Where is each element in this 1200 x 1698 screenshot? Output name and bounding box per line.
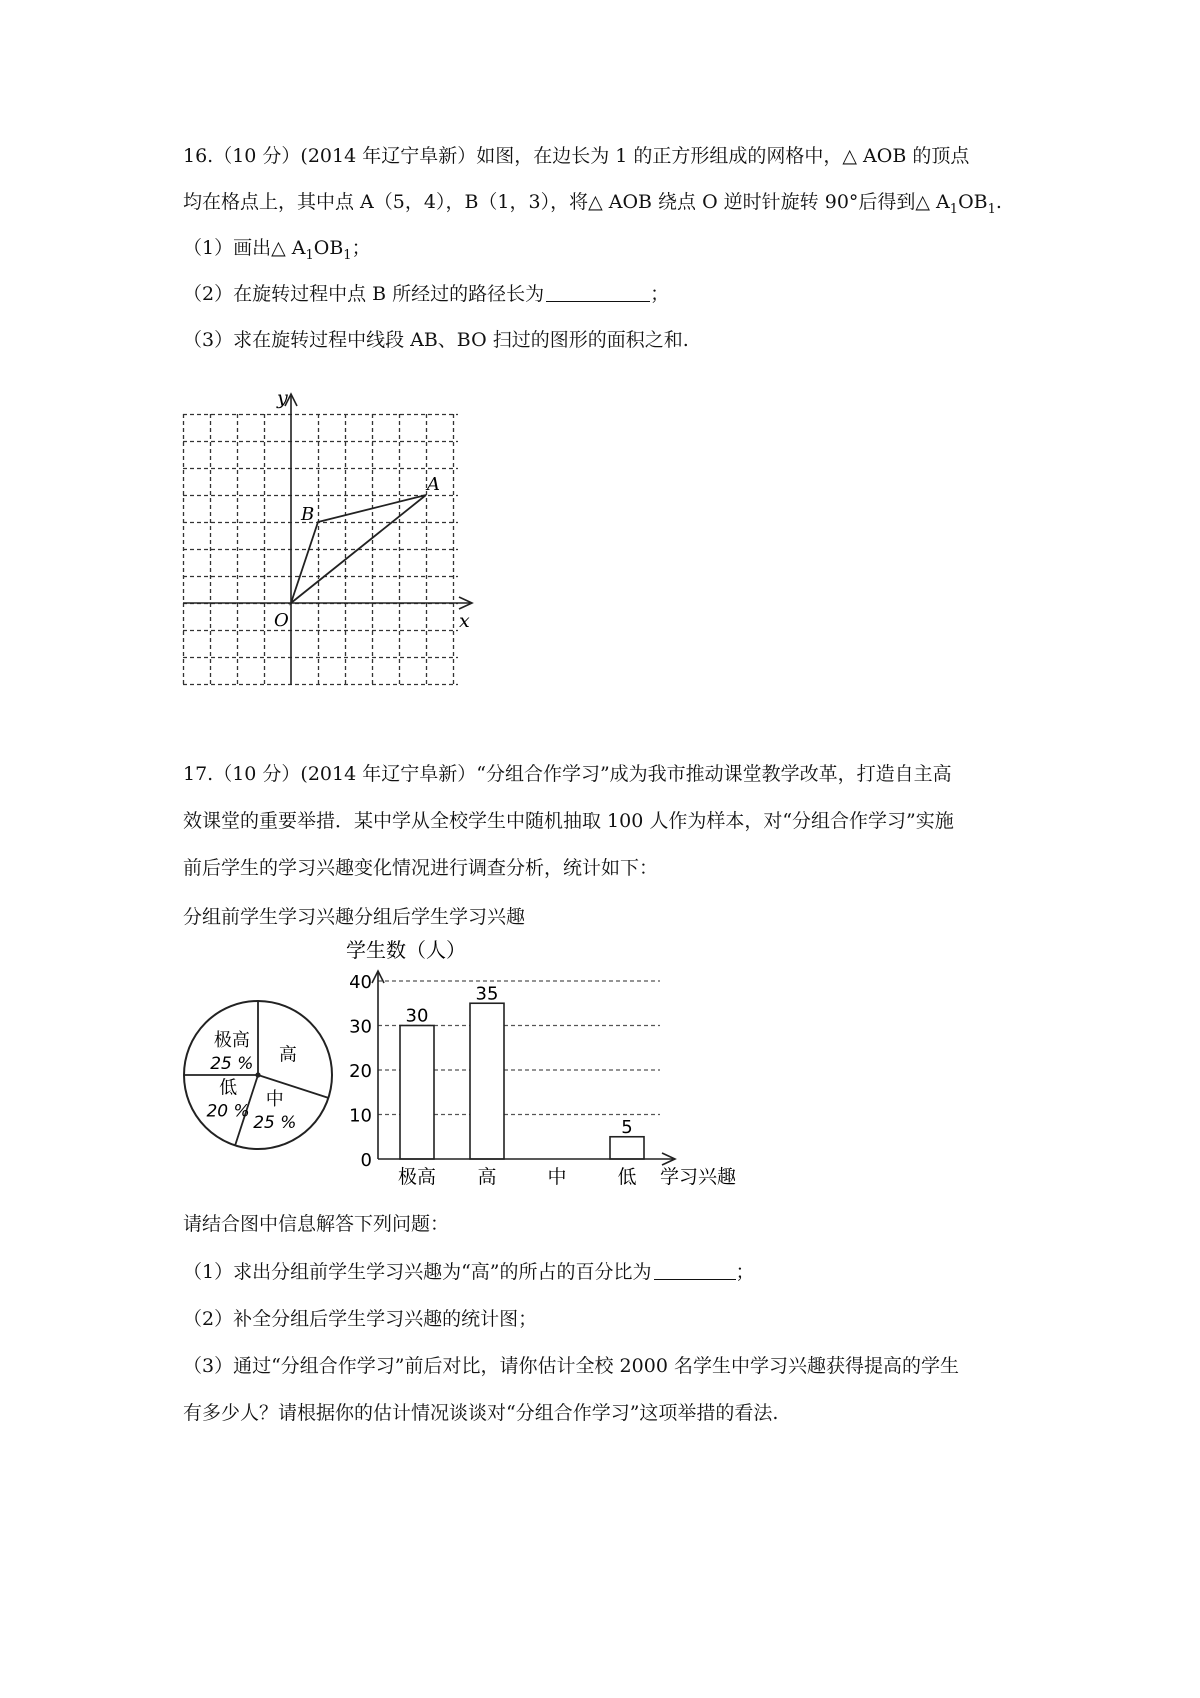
q16-part2-text: （2）在旋转过程中点 B 所经过的路径长为 bbox=[183, 283, 545, 305]
pie-chart-before bbox=[178, 995, 338, 1155]
q17-answer-blank[interactable] bbox=[654, 1261, 736, 1280]
bar-x-tick-label: 高 bbox=[477, 1166, 497, 1187]
x-axis-label: x bbox=[459, 610, 470, 632]
q17-part3-line2: 有多少人？请根据你的估计情况谈谈对“分组合作学习”这项举措的看法. bbox=[183, 1402, 779, 1424]
q17-line1: 17.（10 分）(2014 年辽宁阜新）“分组合作学习”成为我市推动课堂教学改革，打造自主高 bbox=[183, 763, 952, 785]
bar-data-label: 5 bbox=[621, 1116, 633, 1138]
bar-y-axis-title: 学生数（人） bbox=[346, 938, 466, 962]
pie-center bbox=[255, 1072, 260, 1077]
bar-x-tick-label: 中 bbox=[547, 1166, 567, 1187]
pie-slice-percent: 25 % bbox=[210, 1053, 254, 1074]
q16-part1-text-b: OB bbox=[313, 237, 344, 259]
q16-part2-punct: ； bbox=[650, 283, 670, 305]
origin-label: O bbox=[274, 610, 289, 631]
bar-y-tick-label: 20 bbox=[349, 1061, 372, 1082]
q17-line3: 前后学生的学习兴趣变化情况进行调查分析，统计如下： bbox=[183, 857, 659, 879]
bar-chart-after bbox=[330, 935, 750, 1187]
bar-y-tick-label: 30 bbox=[349, 1016, 372, 1038]
bar-y-ticks bbox=[349, 972, 372, 1171]
q17-part2: （2）补全分组后学生学习兴趣的统计图； bbox=[183, 1308, 538, 1330]
q17-chart-caption: 分组前学生学习兴趣分组后学生学习兴趣 bbox=[183, 906, 526, 928]
pie-slice-label: 高 bbox=[278, 1044, 297, 1066]
bar-rect bbox=[470, 1003, 504, 1159]
pie-slice-percent: 20 % bbox=[206, 1101, 250, 1122]
q16-line2-sub1: 1 bbox=[949, 201, 959, 217]
q17-part1-text: （1）求出分组前学生学习兴趣为“高”的所占的百分比为 bbox=[183, 1261, 652, 1283]
axes bbox=[183, 394, 472, 685]
pie-slice-label: 低 bbox=[219, 1077, 238, 1099]
bar-x-axis-title: 学习兴趣 bbox=[660, 1166, 737, 1187]
bar-rect bbox=[400, 1026, 434, 1160]
pie-slice-label: 中 bbox=[265, 1088, 284, 1110]
q16-line2-text-b: OB bbox=[958, 191, 988, 213]
pie-slice-percent: 25 % bbox=[253, 1112, 297, 1133]
q16-line2-text-c: . bbox=[995, 191, 1002, 213]
q16-part3: （3）求在旋转过程中线段 AB、BO 扫过的图形的面积之和. bbox=[183, 329, 689, 351]
q16-line2-text-a: 均在格点上，其中点 A（5，4），B（1，3），将△ AOB 绕点 O 逆时针旋转 90°后得到△ A bbox=[183, 191, 950, 213]
grid-lines bbox=[183, 414, 458, 685]
q16-part1-sub2: 1 bbox=[343, 247, 352, 263]
point-a-label: A bbox=[427, 474, 440, 495]
q17-part1 bbox=[183, 1259, 1063, 1285]
y-axis-label: y bbox=[277, 390, 288, 409]
q16-grid-figure bbox=[175, 390, 485, 700]
q16-part1 bbox=[183, 235, 1063, 269]
q17-intro: 请结合图中信息解答下列问题： bbox=[183, 1213, 450, 1235]
bar-data-label: 30 bbox=[405, 1005, 429, 1027]
bar-bars bbox=[400, 1003, 644, 1159]
bar-rect bbox=[610, 1137, 644, 1159]
point-b-label: B bbox=[301, 504, 315, 525]
q17-part3-line1: （3）通过“分组合作学习”前后对比，请你估计全校 2000 名学生中学习兴趣获得提高的学生 bbox=[183, 1355, 959, 1377]
q16-answer-blank[interactable] bbox=[546, 283, 650, 302]
bar-y-tick-label: 40 bbox=[349, 972, 372, 993]
bar-x-tick-label: 极高 bbox=[397, 1166, 437, 1187]
q16-part1-sub1: 1 bbox=[305, 247, 314, 263]
bar-data-label: 35 bbox=[475, 983, 499, 1005]
q17-line2: 效课堂的重要举措．某中学从全校学生中随机抽取 100 人作为样本，对“分组合作学习”实施 bbox=[183, 810, 954, 832]
q16-part1-text-c: ； bbox=[351, 237, 371, 259]
q16-part1-text-a: （1）画出△ A bbox=[183, 237, 306, 259]
q16-part2 bbox=[183, 281, 1063, 307]
q16-line1: 16.（10 分）(2014 年辽宁阜新）如图，在边长为 1 的正方形组成的网格中，△ AOB 的顶点 bbox=[183, 145, 970, 167]
pie-slice-label: 极高 bbox=[213, 1029, 250, 1051]
q16-line2 bbox=[183, 189, 1063, 223]
bar-y-tick-label: 0 bbox=[360, 1150, 372, 1171]
bar-x-ticks bbox=[398, 1165, 637, 1187]
q17-part1-punct: ； bbox=[735, 1261, 755, 1283]
bar-y-tick-label: 10 bbox=[349, 1105, 372, 1127]
q16-line2-sub2: 1 bbox=[987, 201, 996, 217]
bar-x-tick-label: 低 bbox=[617, 1166, 637, 1187]
